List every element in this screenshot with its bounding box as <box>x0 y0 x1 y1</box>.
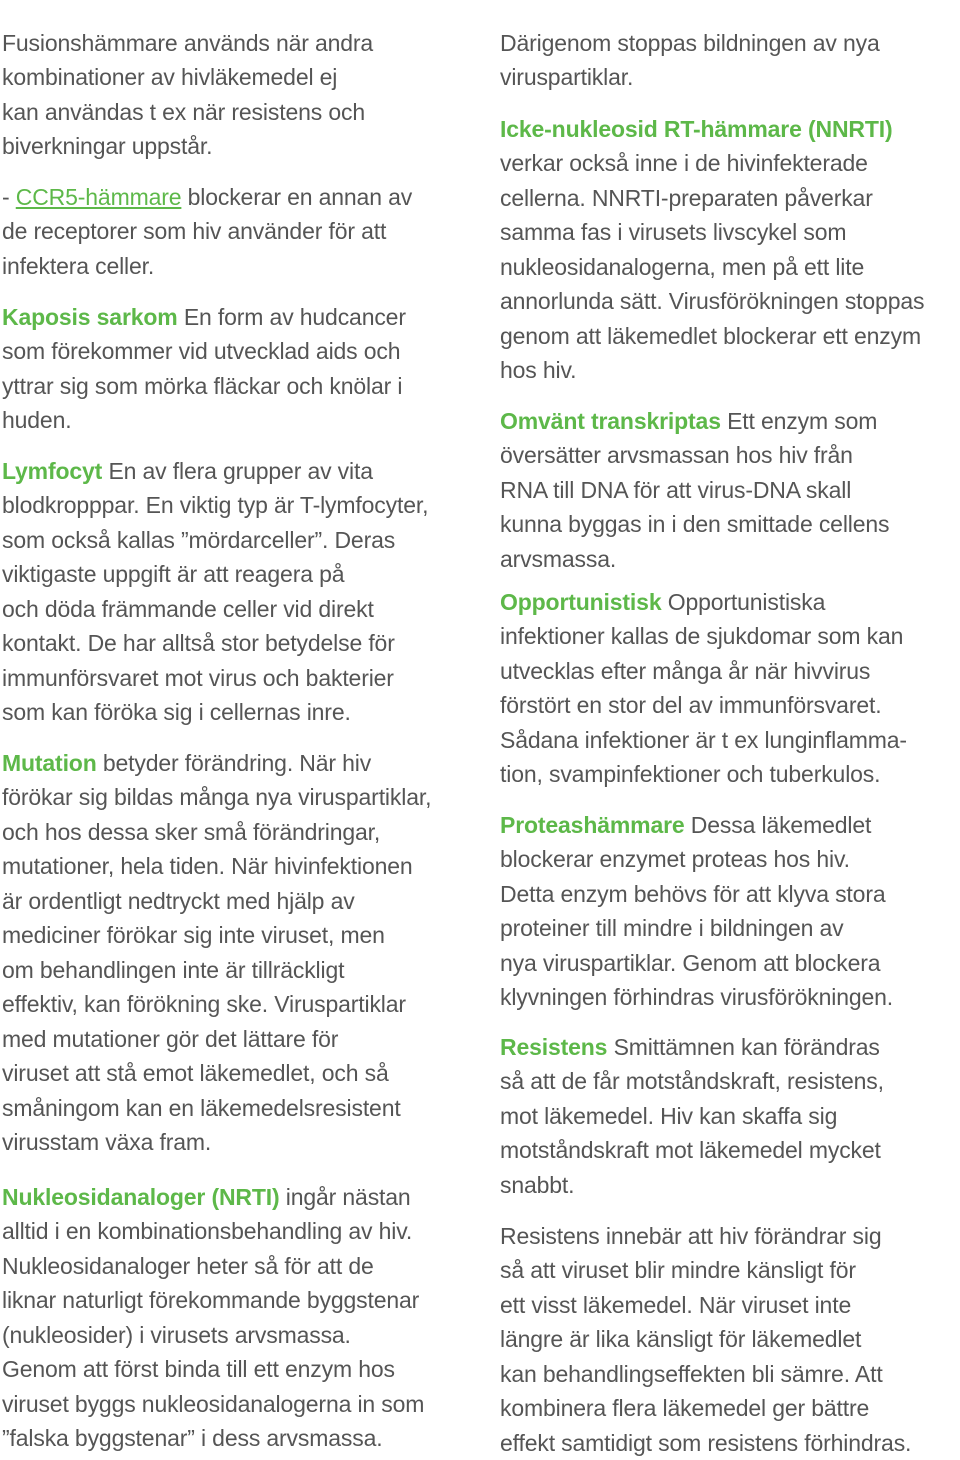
mutation-paragraph <box>2 711 431 1160</box>
nrti-paragraph <box>2 1145 424 1456</box>
omvant-paragraph <box>500 369 889 576</box>
ccr5-paragraph <box>2 145 412 283</box>
lymfocyt-paragraph <box>2 419 428 730</box>
ccr5-link[interactable]: CCR5-hämmare <box>15 183 182 210</box>
resistens2-text: Resistens innebär att hiv förändrar sig så att viruset blir mindre känsligt för ett visst läkemedel. När viruset inte längre är lika känsligt för läkemedlet kan behandlingseffekten bli sämre. Att kombinera flera läkemedel ger bättre effekt samtidigt som resistens förhindras. <box>500 1222 912 1456</box>
opportunistisk-text: Opportunistiska infektioner kallas de sjukdomar som kan utvecklas efter många år när hivvirus förstört en stor del av immunförsvaret. Sådana infektioner är t ex lunginflamma- tion, svampinfektioner och tuberkulos. <box>500 588 907 787</box>
opportunistisk-term: Opportunistisk <box>500 588 662 615</box>
kaposi-text: En form av hudcancer som förekommer vid utvecklad aids och yttrar sig som mörka fläckar och knölar i huden. <box>2 303 406 433</box>
mutation-term: Mutation <box>2 749 97 776</box>
kaposi-term: Kaposis sarkom <box>2 303 178 330</box>
omvant-term: Omvänt transkriptas <box>500 407 721 434</box>
mutation-text: betyder förändring. När hiv förökar sig bildas många nya viruspartiklar, och hos dessa sker små förändringar, mutationer, hela tiden. När hivinfektionen är ordentligt nedtryckt med hjälp av mediciner förökar sig inte viruset, men om behandlingen inte är tillräckligt effektiv, kan förökning ske. Viruspartiklar med mutationer gör det lättare för viruset att stå emot läkemedlet, och så småningom kan en läkemedelsresistent virusstam växa fram. <box>2 749 432 1155</box>
nrti-text: ingår nästan alltid i en kombinationsbehandling av hiv. Nukleosidanaloger heter så för att de liknar naturligt förekommande byggstenar (nukleosider) i virusets arvsmassa. Genom att först binda till ett enzym hos viruset byggs nukleosidanalogerna in som ”falska byggstenar” i dess arvsmassa. <box>2 1183 425 1451</box>
ccr5-prefix: - <box>2 183 16 210</box>
proteas-term: Proteashämmare <box>500 811 685 838</box>
lymfocyt-term: Lymfocyt <box>2 457 103 484</box>
nnrti-text: verkar också inne i de hivinfekterade cellerna. NNRTI-preparaten påverkar samma fas i virusets livscykel som nukleosidanalogerna, men på ett lite annorlunda sätt. Virusförökningen stoppas genom att läkemedlet blockerar ett enzym hos hiv. <box>500 150 925 383</box>
resistens2-paragraph <box>500 1184 911 1460</box>
proteas-paragraph <box>500 773 893 1015</box>
nnrti-paragraph <box>500 77 924 388</box>
nnrti-term: Icke-nukleosid RT-hämmare (NNRTI) <box>500 115 893 142</box>
resistens-term: Resistens <box>500 1033 608 1060</box>
kaposi-paragraph <box>2 265 406 438</box>
fusion-text: Fusionshämmare används när andra kombinationer av hivläkemedel ej kan användas t ex när resistens och biverkningar uppstår. <box>2 29 374 159</box>
nrti-term: Nukleosidanaloger (NRTI) <box>2 1183 280 1210</box>
fusion-paragraph <box>2 0 373 164</box>
lymfocyt-text: En av flera grupper av vita blodkropppar. En viktig typ är T-lymfocyter, som också kallas ”mördarceller”. Deras viktigaste uppgift är att reagera på och döda främmande celler vid direkt kontakt. De har alltså stor betydelse för immunförsvaret mot virus och bakterier som kan föröka sig i cellernas inre. <box>2 457 429 725</box>
ccr5-text: blockerar en annan av de receptorer som hiv använder för att infektera celler. <box>2 183 413 279</box>
resistens-text: Smittämnen kan förändras så att de får motståndskraft, resistens, mot läkemedel. Hiv kan skaffa sig motståndskraft mot läkemedel mycket snabbt. <box>500 1033 884 1198</box>
omvant-text: Ett enzym som översätter arvsmassan hos hiv från RNA till DNA för att virus-DNA skall kunna byggas in i den smittade cellens arvsmassa. <box>500 407 890 572</box>
opportunistisk-paragraph <box>500 550 907 792</box>
intro-text: Därigenom stoppas bildningen av nya viruspartiklar. <box>500 29 880 90</box>
proteas-text: Dessa läkemedlet blockerar enzymet proteas hos hiv. Detta enzym behövs för att klyva stora proteiner till mindre i bildningen av nya viruspartiklar. Genom att blockera klyvningen förhindras virusförökningen. <box>500 811 894 1010</box>
resistens-paragraph <box>500 995 884 1202</box>
